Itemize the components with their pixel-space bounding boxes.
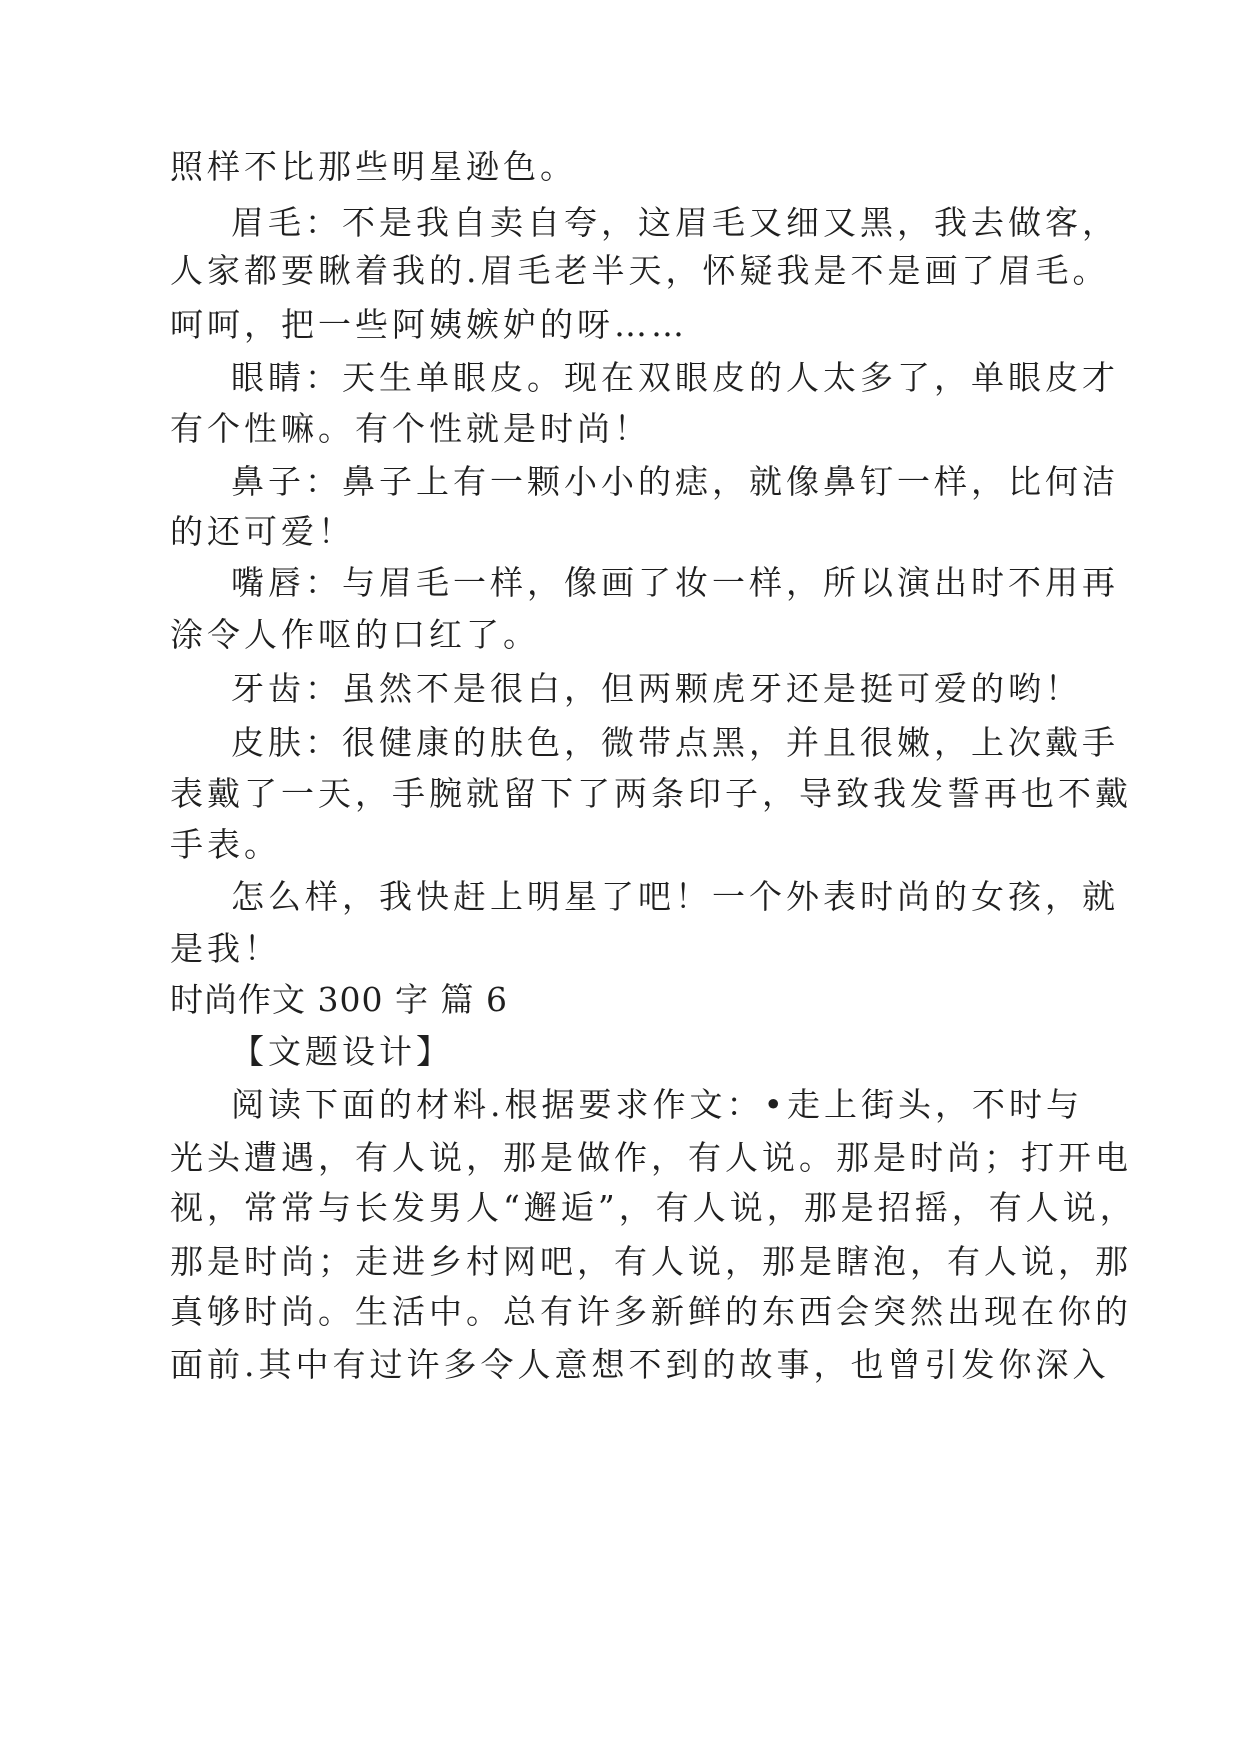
text-line: 鼻子：鼻子上有一颗小小的痣，就像鼻钉一样，比何洁 xyxy=(231,462,1119,501)
text-line: 面前.其中有过许多令人意想不到的故事，也曾引发你深入 xyxy=(170,1345,1110,1384)
text-line: 的还可爱！ xyxy=(170,512,355,551)
text-line: 嘴唇：与眉毛一样，像画了妆一样，所以演出时不用再 xyxy=(231,563,1119,602)
text-line: 照样不比那些明星逊色。 xyxy=(170,147,577,186)
text-line: 真够时尚。生活中。总有许多新鲜的东西会突然出现在你的 xyxy=(170,1292,1132,1331)
text-line: 眼睛：天生单眼皮。现在双眼皮的人太多了，单眼皮才 xyxy=(231,358,1119,397)
text-line: 人家都要瞅着我的.眉毛老半天，怀疑我是不是画了眉毛。 xyxy=(170,251,1110,290)
text-line: 手表。 xyxy=(170,825,281,864)
text-line: 呵呵，把一些阿姨嫉妒的呀…… xyxy=(170,305,688,344)
text-line: 视，常常与长发男人“邂逅”，有人说，那是招摇，有人说， xyxy=(170,1188,1137,1227)
text-line: 怎么样，我快赶上明星了吧！一个外表时尚的女孩，就 xyxy=(231,877,1119,916)
text-line: 有个性嘛。有个性就是时尚！ xyxy=(170,409,651,448)
section-heading: 时尚作文 300 字 篇 6 xyxy=(170,980,508,1019)
text-line: 光头遭遇，有人说，那是做作，有人说。那是时尚；打开电 xyxy=(170,1138,1132,1177)
text-line: 眉毛：不是我自卖自夸，这眉毛又细又黑，我去做客， xyxy=(231,203,1119,242)
text-line: 牙齿：虽然不是很白，但两颗虎牙还是挺可爱的哟！ xyxy=(231,669,1082,708)
text-line: 表戴了一天，手腕就留下了两条印子，导致我发誓再也不戴 xyxy=(170,774,1132,813)
subheading: 【文题设计】 xyxy=(231,1032,453,1071)
text-line: 涂令人作呕的口红了。 xyxy=(170,615,540,654)
text-line: 皮肤：很健康的肤色，微带点黑，并且很嫩，上次戴手 xyxy=(231,723,1119,762)
text-line: 是我！ xyxy=(170,929,281,968)
text-line: 阅读下面的材料.根据要求作文：•走上街头，不时与 xyxy=(231,1085,1083,1124)
text-line: 那是时尚；走进乡村网吧，有人说，那是瞎泡，有人说，那 xyxy=(170,1242,1132,1281)
